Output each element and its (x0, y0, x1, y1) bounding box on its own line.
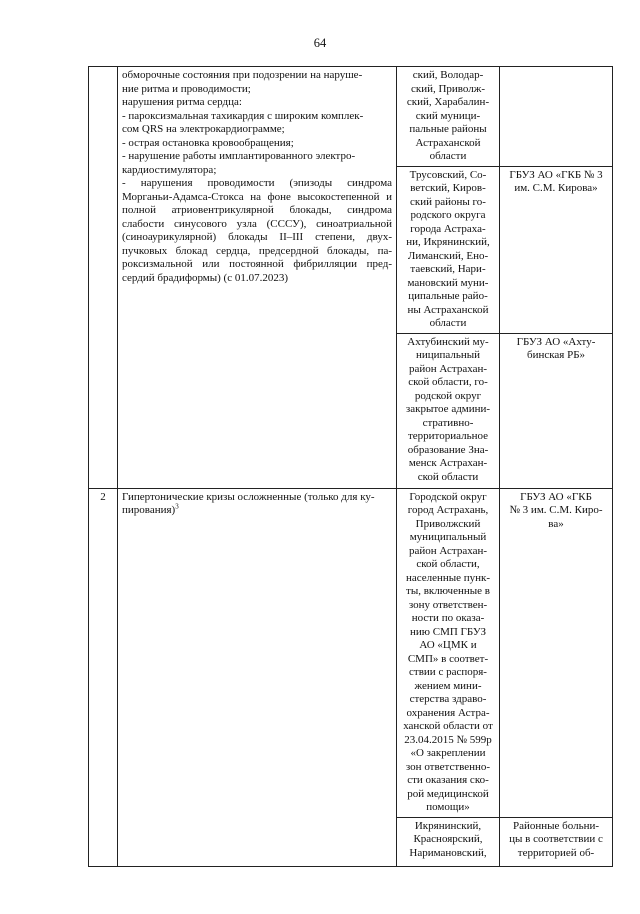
territory-text: Городской округ город Астрахань, Приволжский муниципальный район Астрахан- ской области, населенные пунк- ты, включенные в зону ответствен- ности по оказа- нию СМП ГБУЗ АО «ЦМК и СМП» в соответ- ствии с распоря- жением мини- стерства здраво- охранения Астра- ханской области от 23.04.2015 № 599р «О закреплении зон ответственно- сти оказания ско- рой медицинской помощи» (403, 490, 493, 813)
hospital-cell (500, 67, 613, 167)
condition-text-main: Гипертонические кризы осложненные (только для ку- пирования) (122, 490, 375, 516)
hospital-cell (500, 166, 613, 333)
hospital-cell (500, 488, 613, 817)
hospital-cell (500, 333, 613, 488)
hospital-text: ГБУЗ АО «ГКБ № 3 им. С.М. Киро- ва» (509, 490, 603, 530)
territory-cell (397, 333, 500, 488)
condition-description (118, 67, 397, 489)
hospital-text: ГБУЗ АО «Ахту- бинская РБ» (516, 335, 596, 361)
table-row (89, 488, 613, 817)
routing-table (88, 66, 613, 867)
table-row (89, 67, 613, 167)
condition-description (118, 488, 397, 866)
hospital-text: Районные больни- цы в соответствии с территорией об- (509, 819, 603, 859)
territory-cell (397, 166, 500, 333)
row-number: 2 (89, 488, 118, 866)
hospital-cell (500, 817, 613, 866)
page-number: 64 (313, 36, 327, 50)
condition-text: обморочные состояния при подозрении на наруше- ние ритма и проводимости; нарушения ритма сердца: - пароксизмальная тахикардия с широким комплек- сом QRS на электрокардиограмме; - острая остановка кровообращения; - нарушение работы имплантированного электро- кардиостимулятора; - нарушения проводимости (эпизоды синдрома Морганьи-Адамса-Стокса на фоне высокостепенной и полной атриовентрикулярной блокады, синдрома слабости синусового узла (СССУ), синоатриальной (синоаурикулярной) блокады II–III степени, двух-пучковых блокад сердца, предсердной блокады, па-роксизмальной или постоянной фибрилляции пред-сердий брадиформы) (с 01.07.2023) (122, 69, 392, 284)
footnote-marker: 3 (175, 502, 179, 511)
territory-cell (397, 67, 500, 167)
condition-text (122, 491, 392, 518)
territory-text: Ахтубинский му- ниципальный район Астрахан- ской области, го- родской округ закрытое админи- стративно- территориальное образование Зна- менск Астрахан- ской области (405, 335, 491, 483)
territory-cell (397, 488, 500, 817)
territory-text: ский, Володар- ский, Приволж- ский, Харабалин- ский муници- пальные районы Астраханской области (406, 69, 490, 162)
hospital-text: ГБУЗ АО «ГКБ № 3 им. С.М. Кирова» (509, 168, 603, 194)
territory-text: Икрянинский, Красноярский, Наримановский, (409, 819, 487, 859)
territory-cell (397, 817, 500, 866)
territory-text: Трусовский, Со- ветский, Киров- ский районы го- родского округа города Астраха- ни, Икрянинский, Лиманский, Ено- таевский, Нари- мановский муни- ципальные райо- ны Астраханской области (406, 168, 490, 329)
row-number (89, 67, 118, 489)
